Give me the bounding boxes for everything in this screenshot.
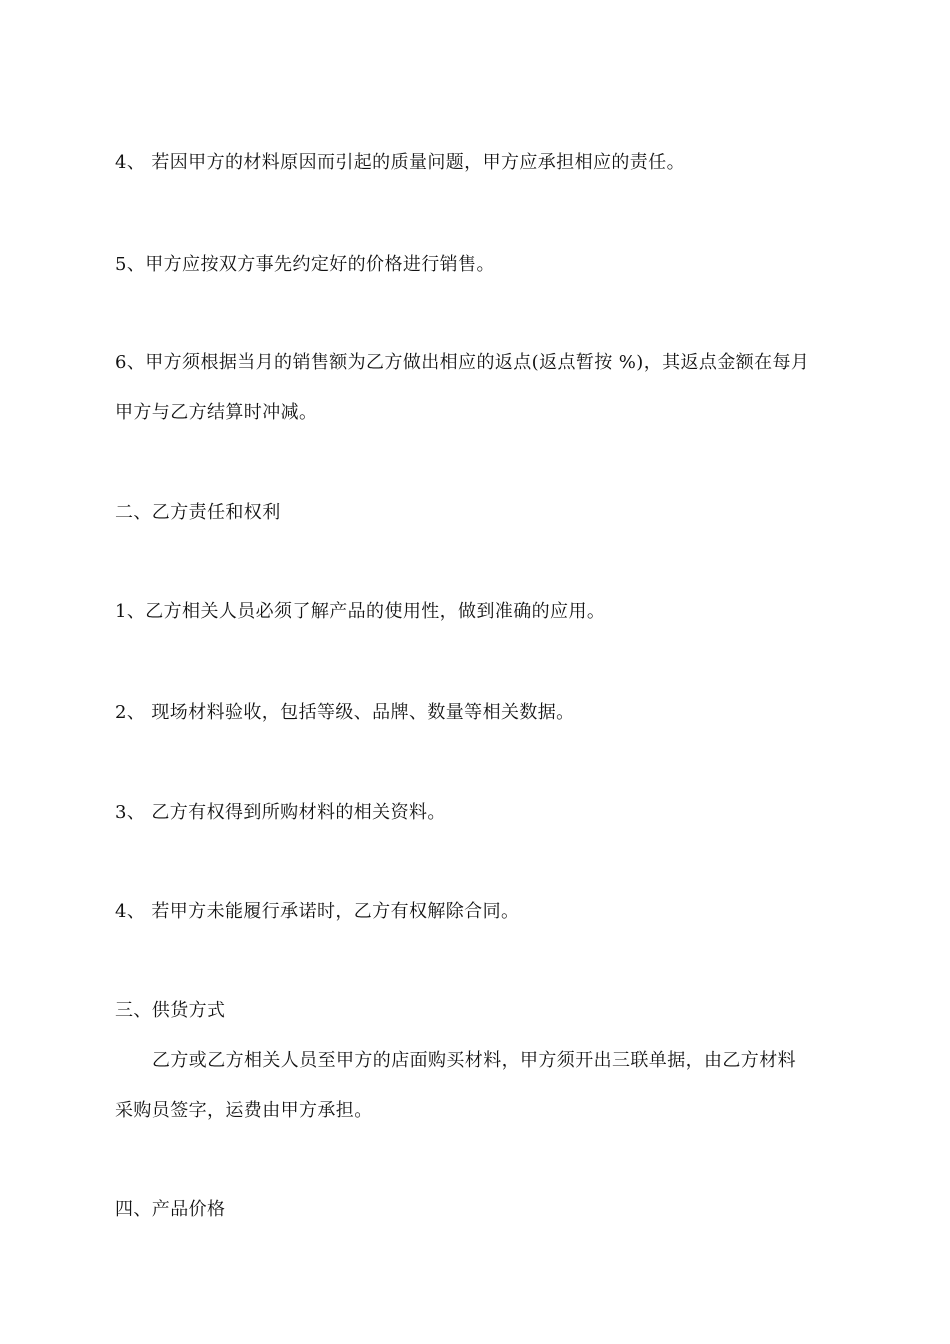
clause-a4: 4、 若因甲方的材料原因而引起的质量问题，甲方应承担相应的责任。: [115, 152, 685, 173]
section-heading-2: 二、乙方责任和权利: [115, 502, 281, 523]
clause-b4: 4、 若甲方未能履行承诺时，乙方有权解除合同。: [115, 901, 520, 922]
clause-a5: 5、甲方应按双方事先约定好的价格进行销售。: [115, 254, 495, 275]
supply-paragraph-line2: 采购员签字，运费由甲方承担。: [115, 1100, 373, 1121]
section-heading-4: 四、产品价格: [115, 1199, 226, 1220]
clause-a6-line2: 甲方与乙方结算时冲减。: [115, 402, 318, 423]
supply-paragraph-line1: 乙方或乙方相关人员至甲方的店面购买材料，甲方须开出三联单据，由乙方材料: [152, 1050, 796, 1071]
clause-b1: 1、乙方相关人员必须了解产品的使用性，做到准确的应用。: [115, 601, 606, 622]
clause-b2: 2、 现场材料验收，包括等级、品牌、数量等相关数据。: [115, 702, 575, 723]
clause-b3: 3、 乙方有权得到所购材料的相关资料。: [115, 802, 446, 823]
clause-a6-line1: 6、甲方须根据当月的销售额为乙方做出相应的返点(返点暂按 %)，其返点金额在每月: [115, 352, 810, 373]
section-heading-3: 三、供货方式: [115, 1000, 226, 1021]
